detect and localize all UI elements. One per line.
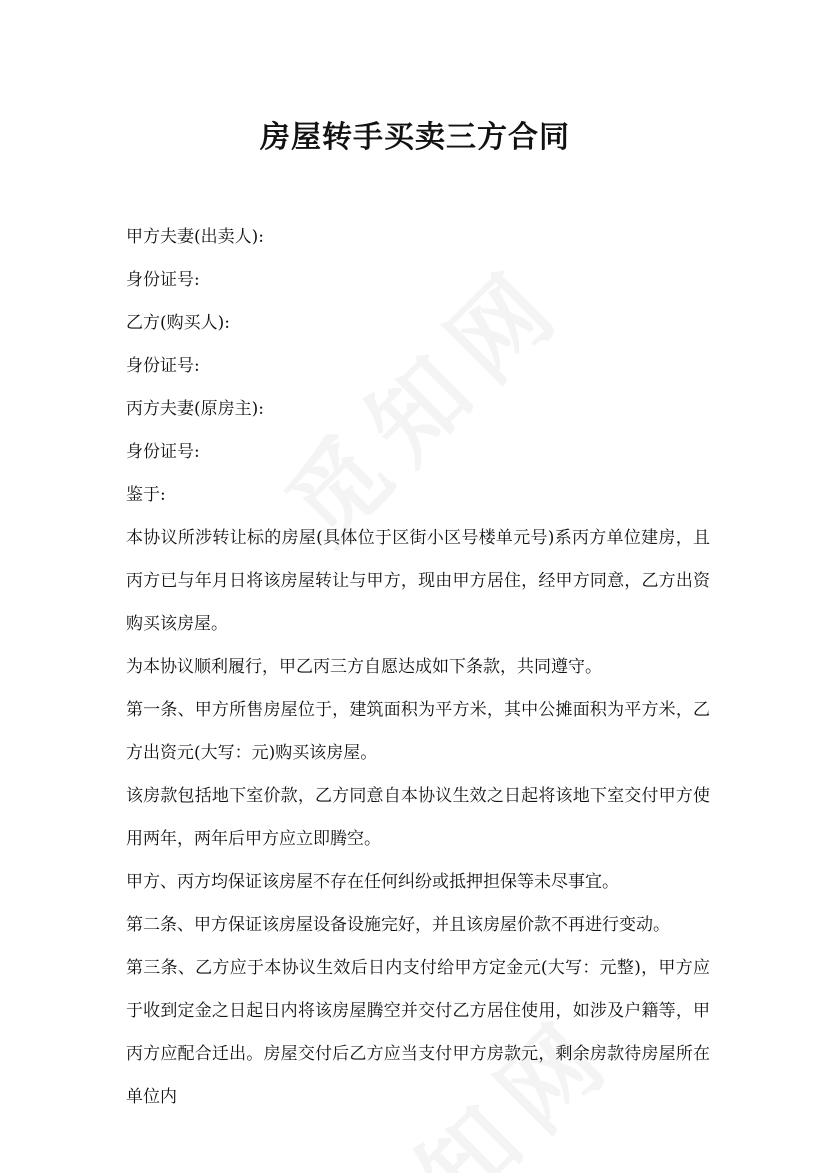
paragraph-article-2: 第二条、甲方保证该房屋设备设施完好，并且该房屋价款不再进行变动。 [126,915,670,935]
party-a-id-line: 身份证号: [126,270,200,290]
party-b-line: 乙方(购买人): [126,313,230,333]
whereas-line: 鉴于: [126,485,166,505]
party-c-line: 丙方夫妻(原房主): [126,399,264,419]
page-title: 房屋转手买卖三方合同 [260,120,570,155]
paragraph-basement: 该房款包括地下室价款，乙方同意自本协议生效之日起将该地下室交付甲方使用两年，两年后甲方应立即腾空。 [126,786,710,849]
party-a-line: 甲方夫妻(出卖人): [126,227,264,247]
paragraph-article-1: 第一条、甲方所售房屋位于，建筑面积为平方米，其中公摊面积为平方米，乙方出资元(大写：元)购买该房屋。 [126,700,710,763]
party-b-id-line: 身份证号: [126,356,200,376]
party-c-id-line: 身份证号: [126,442,200,462]
document-body [126,216,710,1119]
paragraph-article-3: 第三条、乙方应于本协议生效后日内支付给甲方定金元(大写：元整)，甲方应于收到定金之日起日内将该房屋腾空并交付乙方居住使用，如涉及户籍等，甲丙方应配合迁出。房屋交付后乙方应当支付甲方房款元，剩余房款待房屋所在单位内 [126,958,710,1107]
paragraph-property-background: 本协议所涉转让标的房屋(具体位于区街小区号楼单元号)系丙方单位建房，且丙方已与年月日将该房屋转让与甲方，现由甲方居住，经甲方同意，乙方出资购买该房屋。 [126,528,710,634]
paragraph-guarantee: 甲方、丙方均保证该房屋不存在任何纠纷或抵押担保等未尽事宜。 [126,872,619,892]
paragraph-agreement-intent: 为本协议顺利履行，甲乙丙三方自愿达成如下条款，共同遵守。 [126,657,602,677]
